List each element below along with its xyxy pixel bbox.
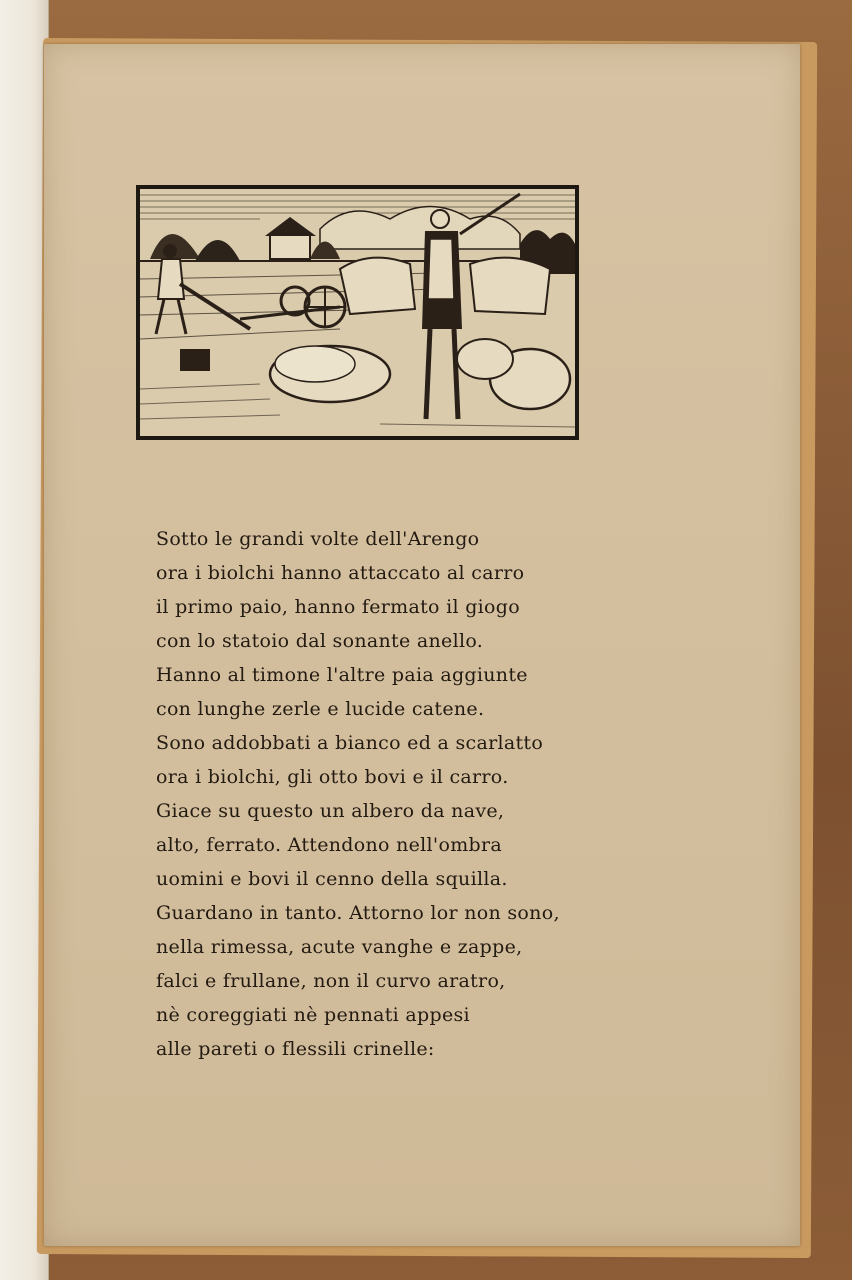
poem-line: nella rimessa, acute vanghe e zappe, [156, 936, 523, 958]
poem-line: Giace su questo un albero da nave, [156, 800, 505, 822]
poem-line: Guardano in tanto. Attorno lor non sono, [156, 902, 560, 924]
poem-line: con lunghe zerle e lucide catene. [156, 698, 485, 720]
poem-line: uomini e bovi il cenno della squilla. [156, 868, 508, 890]
poem-line: nè coreggiati nè pennati appesi [156, 1004, 470, 1026]
poem-line: Hanno al timone l'altre paia aggiunte [156, 664, 528, 686]
poem-line: ora i biolchi, gli otto bovi e il carro. [156, 766, 509, 788]
poem-line: il primo paio, hanno fermato il giogo [156, 596, 521, 618]
poem-line: ora i biolchi hanno attaccato al carro [156, 562, 525, 584]
woodcut-illustration [136, 185, 579, 440]
poem-line: falci e frullane, non il curvo aratro, [156, 970, 506, 992]
poem-line: con lo statoio dal sonante anello. [156, 630, 484, 652]
poem-text [156, 522, 576, 1066]
book-page [44, 44, 800, 1246]
poem-line: Sotto le grandi volte dell'Arengo [156, 528, 480, 550]
poem-line: Sono addobbati a bianco ed a scarlatto [156, 732, 544, 754]
poem-line: alle pareti o flessili crinelle: [156, 1038, 435, 1060]
poem-line: alto, ferrato. Attendono nell'ombra [156, 834, 502, 856]
